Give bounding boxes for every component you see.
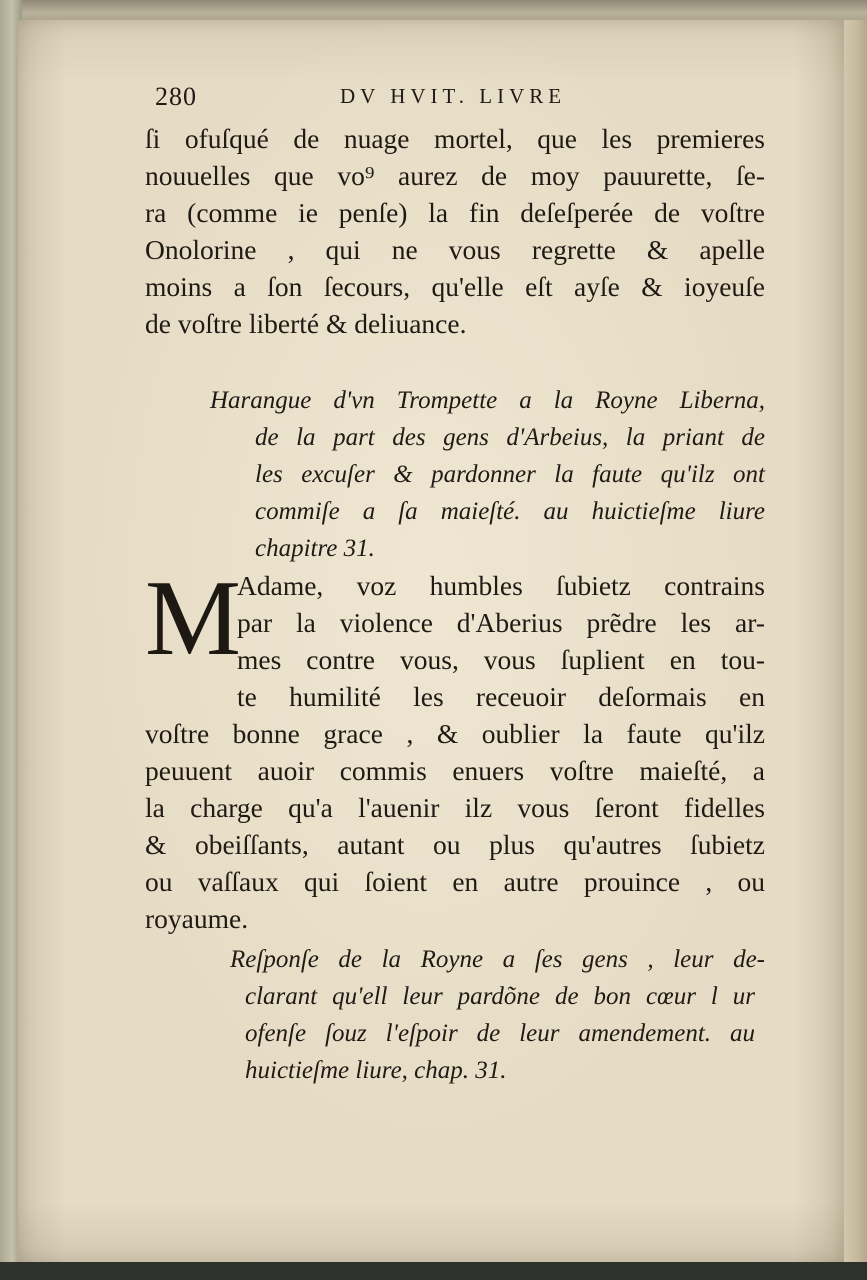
heading-line: Harangue d'vn Trompette a la Royne Liberna, (210, 387, 765, 414)
heading-line: de la part des gens d'Arbeius, la priant de (255, 424, 765, 451)
heading-line: les excuſer & pardonner la faute qu'ilz ont (255, 461, 765, 488)
heading-line: huictieſme liure, chap. 31. (245, 1057, 507, 1084)
heading-line: ofenſe ſouz l'eſpoir de leur amendement. au (245, 1020, 755, 1047)
text-line: Adame, voz humbles ſubietz contrains (237, 570, 765, 601)
heading-line: commiſe a ſa maieſté. au huictieſme liure (255, 498, 765, 525)
running-head: DV HVIT. LIVRE (340, 84, 567, 108)
text-line: & obeiſſants, autant ou plus qu'autres ſubietz (145, 829, 765, 860)
page-top-edge (0, 0, 867, 22)
speech-paragraph (145, 559, 765, 937)
text-line: voſtre bonne grace , & oublier la faute qu'ilz (145, 718, 765, 749)
page-bottom-edge (0, 1262, 867, 1280)
page-text (145, 82, 765, 1089)
section-heading-response (145, 941, 765, 1089)
text-line: ſi ofuſqué de nuage mortel, que les premieres (145, 123, 765, 154)
section-heading-harangue (145, 382, 765, 567)
page-header (145, 82, 765, 120)
text-line: royaume. (145, 903, 249, 934)
text-line: la charge qu'a l'auenir ilz vous ſeront fidelles (145, 792, 765, 823)
heading-line: clarant qu'ell leur pardõne de bon cœur l ur (245, 983, 755, 1010)
heading-line: chapitre 31. (255, 535, 375, 562)
page-number: 280 (155, 82, 197, 111)
text-line: moins a ſon ſecours, qu'elle eſt ayſe & ioyeuſe (145, 271, 765, 302)
text-line: nouuelles que vo⁹ aurez de moy pauurette, ſe- (145, 160, 765, 191)
page-right-edge (844, 20, 867, 1264)
text-line: par la violence d'Aberius prẽdre les ar- (237, 607, 765, 638)
text-line: ra (comme ie penſe) la fin deſeſperée de voſtre (145, 197, 765, 228)
text-line: ou vaſſaux qui ſoient en autre prouince , ou (145, 866, 765, 897)
heading-line: Reſponſe de la Royne a ſes gens , leur de- (230, 946, 765, 973)
text-line: Onolorine , qui ne vous regrette & apelle (145, 234, 765, 265)
text-line: mes contre vous, vous ſuplient en tou- (237, 644, 765, 675)
text-line: te humilité les receuoir deſormais en (237, 681, 765, 712)
text-line: de voſtre liberté & deliuance. (145, 308, 467, 339)
drop-cap: M (145, 559, 242, 678)
opening-paragraph (145, 120, 765, 342)
text-line: peuuent auoir commis enuers voſtre maieſté, a (145, 755, 765, 786)
